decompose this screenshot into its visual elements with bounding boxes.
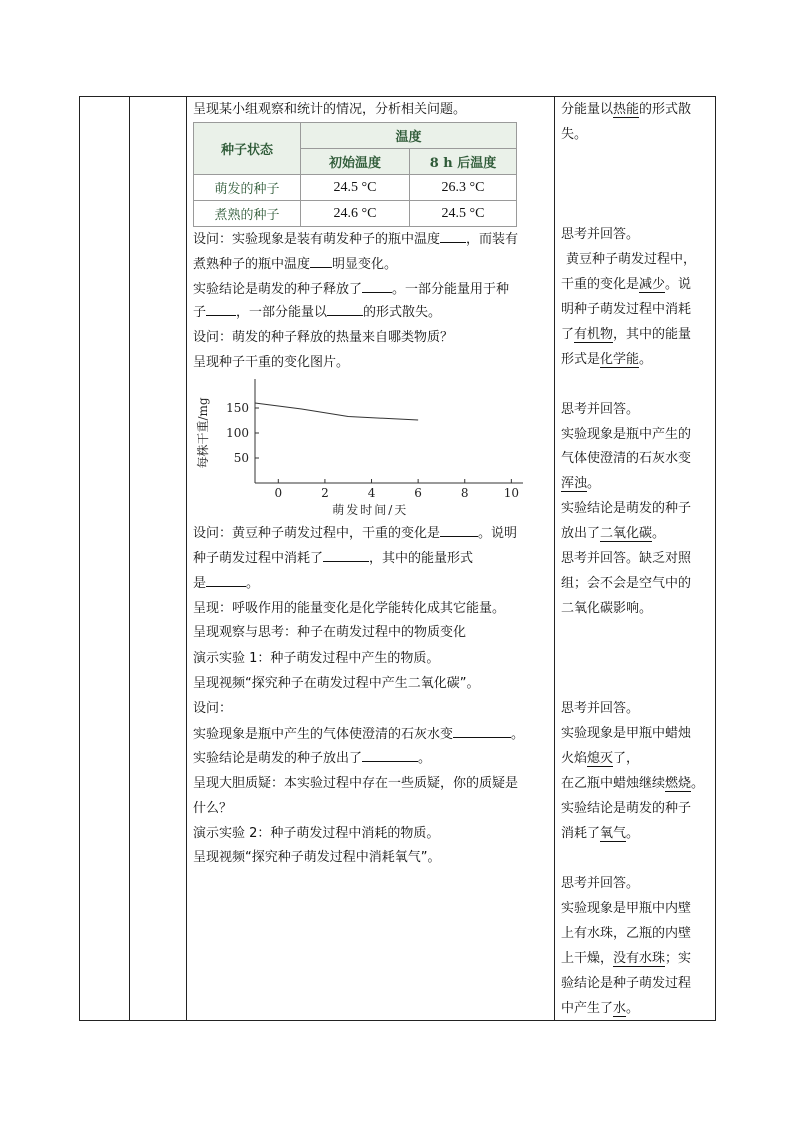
table-cell: 24.5 °C [301,175,410,201]
temperature-table [193,122,517,227]
conclusion-1-line-a: 实验结论是萌发的种子释放了 。一部分能量用于种 [193,282,510,297]
answer-line: 气体使澄清的石灰水变 [561,451,692,466]
x-tick-label: 2 [321,486,329,500]
x-tick-label: 0 [274,486,283,500]
table-cell: 萌发的种子 [194,175,301,201]
question-2: 设问：萌发的种子释放的热量来自哪类物质？ [193,330,454,345]
x-axis-label: 萌发时间/天 [332,503,409,516]
answer-line: 思考并回答。 [561,876,640,891]
answer-line: 思考并回答。缺乏对照 [561,551,692,566]
intro-text: 呈现某小组观察和统计的情况，分析相关问题。 [193,102,467,117]
answer-line: 干重的变化是减少。说 [561,277,692,292]
question-1-line-b: 煮熟种子的瓶中温度 明显变化。 [193,257,398,272]
y-axis-label: 每株干重/mg [196,397,210,469]
answer-line: 明种子萌发过程中消耗 [561,302,692,317]
answer-line: 浑浊。 [561,476,601,491]
answer-line: 实验现象是甲瓶中内壁 [561,901,692,916]
answer-line: 消耗了氧气。 [561,826,640,841]
answer-line: 上干燥，没有水珠；实 [561,951,692,966]
x-tick-label: 8 [460,486,469,500]
answer-line: 二氧化碳影响。 [561,601,653,616]
demo-2-text: 演示实验 2：种子萌发过程中消耗的物质。 [193,826,440,841]
answer-line: 中产生了水。 [561,1001,640,1016]
dry-weight-line [255,403,418,420]
video-1-text: 呈现视频“探究种子在萌发过程中产生二氧化碳”。 [193,676,480,691]
video-2-text: 呈现视频“探究种子萌发过程中消耗氧气”。 [193,850,441,865]
question-3-line-b: 种子萌发过程中消耗了 ，其中的能量形式 [193,551,474,566]
answer-line: 形式是化学能。 [561,352,653,367]
x-tick-label: 10 [503,486,519,500]
answer-line: 实验结论是萌发的种子 [561,501,692,516]
conclusion-2-line: 实验结论是萌发的种子放出了 。 [193,751,432,766]
demo-1-text: 演示实验 1：种子萌发过程中产生的物质。 [193,651,440,666]
answer-line: 黄豆种子萌发过程中， [566,252,697,267]
question-4: 设问： [193,701,233,716]
answer-line: 火焰熄灭了， [561,751,640,766]
column-divider-1 [129,96,130,1021]
question-3-line-c: 是 。 [193,576,260,591]
answer-line: 分能量以热能的形式散 [561,102,692,117]
answer-line: 思考并回答。 [561,402,640,417]
doubt-line-a: 呈现大胆质疑：本实验过程中存在一些质疑，你的质疑是 [193,776,519,791]
column-divider-3 [554,96,555,1021]
answer-line: 放出了二氧化碳。 [561,526,666,541]
energy-text: 呈现：呼吸作用的能量变化是化学能转化成其它能量。 [193,601,506,616]
answer-line: 在乙瓶中蜡烛继续燃烧。 [561,776,705,791]
answer-line: 组；会不会是空气中的 [561,576,692,591]
y-tick-label: 50 [233,451,249,465]
phenomenon-line: 实验现象是瓶中产生的气体使澄清的石灰水变 。 [193,727,525,742]
conclusion-1-line-b: 子 ，一部分能量以 的形式散失。 [193,305,442,320]
observe-text: 呈现观察与思考：种子在萌发过程中的物质变化 [193,625,467,640]
x-tick-label: 6 [414,486,422,500]
answer-line: 失。 [561,127,588,142]
doubt-line-b: 什么？ [193,801,233,816]
table-header-after: 8 h 后温度 [410,149,517,175]
question-3-line-a: 设问：黄豆种子萌发过程中，干重的变化是 。说明 [193,526,518,541]
column-divider-2 [186,96,187,1021]
table-cell: 24.6 °C [301,201,410,227]
x-tick-label: 4 [367,486,376,500]
answer-line: 实验现象是甲瓶中蜡烛 [561,726,692,741]
table-header-seed-state: 种子状态 [194,123,301,175]
table-cell: 24.5 °C [410,201,517,227]
question-1-line-a: 设问：实验现象是装有萌发种子的瓶中温度 ，而装有 [193,232,519,247]
answer-line: 了有机物，其中的能量 [561,327,692,342]
table-cell: 煮熟的种子 [194,201,301,227]
table-header-initial: 初始温度 [301,149,410,175]
y-tick-label: 150 [226,401,249,415]
answer-line: 上有水珠，乙瓶的内壁 [561,926,692,941]
answer-line: 验结论是种子萌发过程 [561,976,692,991]
answer-line: 思考并回答。 [561,701,640,716]
table-row [194,201,517,227]
y-tick-label: 100 [226,426,249,440]
table-row [194,175,517,201]
answer-line: 实验结论是萌发的种子 [561,801,692,816]
answer-line: 思考并回答。 [561,227,640,242]
table-cell: 26.3 °C [410,175,517,201]
answer-line: 实验现象是瓶中产生的 [561,427,692,442]
table-header-temperature: 温度 [301,123,517,149]
show-chart-text: 呈现种子干重的变化图片。 [193,355,350,370]
dry-weight-chart [193,376,533,516]
